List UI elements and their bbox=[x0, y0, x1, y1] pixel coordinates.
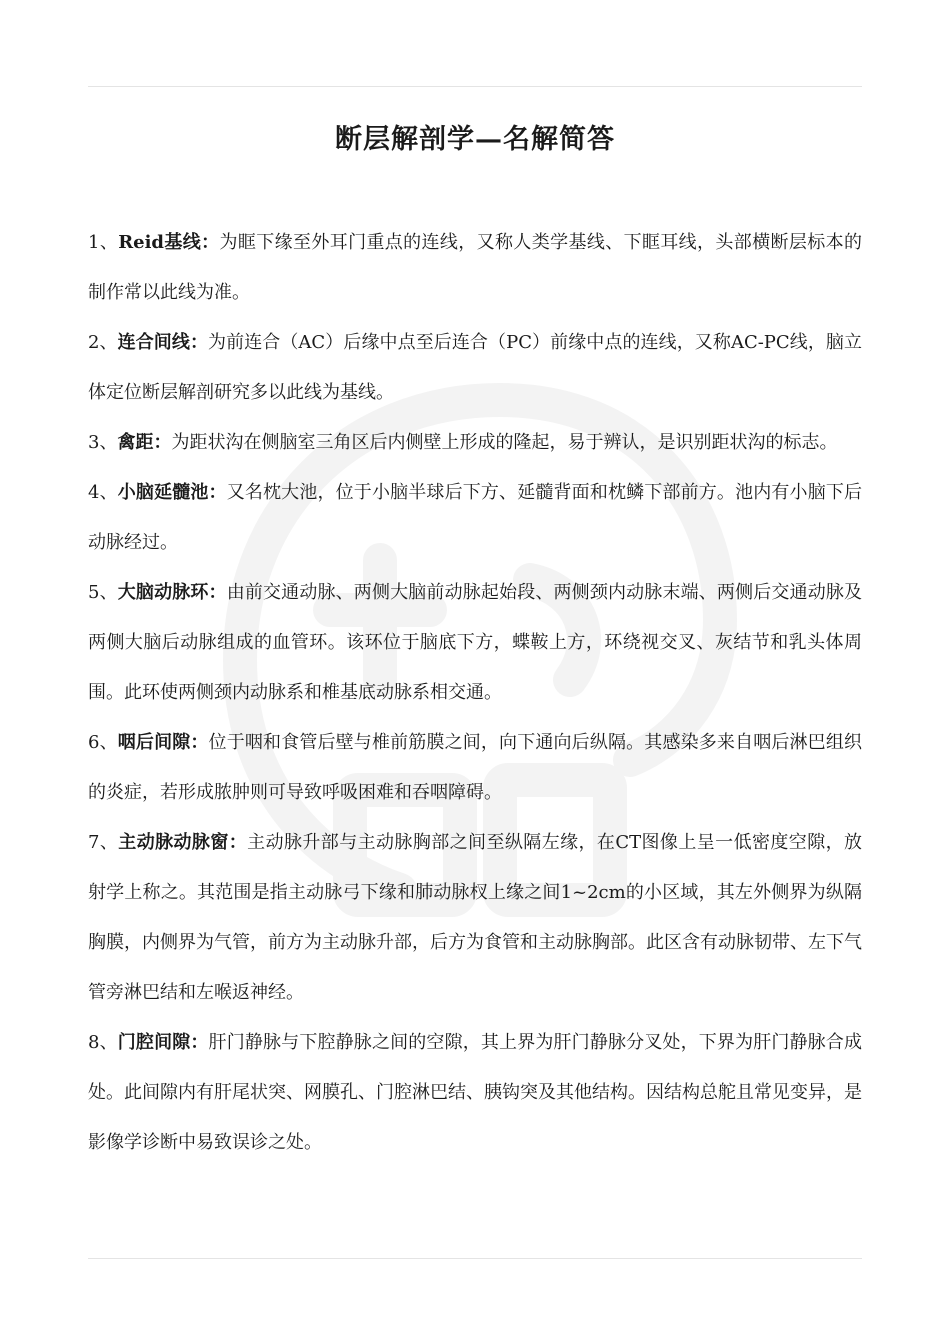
entry-number: 3、 bbox=[88, 432, 118, 453]
entry-number: 4、 bbox=[88, 482, 118, 503]
entry-definition: 由前交通动脉、两侧大脑前动脉起始段、两侧颈内动脉末端、两侧后交通动脉及两侧大脑后动脉组成的血管环。该环位于脑底下方，蝶鞍上方，环绕视交叉、灰结节和乳头体周围。此环使两侧颈内动脉系和椎基底动脉系相交通。 bbox=[88, 582, 862, 703]
entry-3 bbox=[88, 418, 862, 468]
entry-number: 1、 bbox=[88, 232, 119, 253]
entry-6 bbox=[88, 718, 862, 818]
entry-8 bbox=[88, 1018, 862, 1168]
entry-number: 5、 bbox=[88, 582, 118, 603]
entry-term: 小脑延髓池： bbox=[117, 482, 227, 503]
entry-term: 咽后间隙： bbox=[117, 732, 209, 753]
entry-definition: 又名枕大池，位于小脑半球后下方、延髓背面和枕鳞下部前方。池内有小脑下后动脉经过。 bbox=[88, 482, 862, 553]
entry-term: 主动脉动脉窗： bbox=[118, 832, 248, 853]
entry-5 bbox=[88, 568, 862, 718]
page-title: 断层解剖学—名解简答 bbox=[335, 124, 615, 155]
header-rule bbox=[88, 86, 862, 87]
entry-7 bbox=[88, 818, 862, 1018]
entry-term: 门腔间隙： bbox=[117, 1032, 209, 1053]
entry-definition: 肝门静脉与下腔静脉之间的空隙，其上界为肝门静脉分叉处，下界为肝门静脉合成处。此间隙内有肝尾状突、网膜孔、门腔淋巴结、胰钩突及其他结构。因结构总舵且常见变异，是影像学诊断中易致误诊之处。 bbox=[88, 1032, 862, 1153]
entry-term: 连合间线： bbox=[117, 332, 209, 353]
entry-definition: 主动脉升部与主动脉胸部之间至纵隔左缘，在CT图像上呈一低密度空隙，放射学上称之。其范围是指主动脉弓下缘和肺动脉杈上缘之间1~2cm的小区域，其左外侧界为纵隔胸膜，内侧界为气管，前方为主动脉升部，后方为食管和主动脉胸部。此区含有动脉韧带、左下气管旁淋巴结和左喉返神经。 bbox=[88, 832, 863, 1003]
entry-number: 8、 bbox=[88, 1032, 118, 1053]
footer-rule bbox=[88, 1258, 862, 1259]
entry-2 bbox=[88, 318, 862, 418]
entry-term: Reid基线： bbox=[118, 232, 220, 253]
entry-definition: 为眶下缘至外耳门重点的连线，又称人类学基线、下眶耳线，头部横断层标本的制作常以此线为准。 bbox=[88, 232, 862, 303]
entry-number: 7、 bbox=[88, 832, 119, 853]
entry-number: 6、 bbox=[88, 732, 118, 753]
entry-definition: 为前连合（AC）后缘中点至后连合（PC）前缘中点的连线，又称AC-PC线，脑立体定位断层解剖研究多以此线为基线。 bbox=[88, 332, 863, 403]
entry-4 bbox=[88, 468, 862, 568]
entry-definition: 为距状沟在侧脑室三角区后内侧壁上形成的隆起，易于辨认，是识别距状沟的标志。 bbox=[171, 432, 838, 453]
entry-term: 禽距： bbox=[117, 432, 172, 453]
entry-term: 大脑动脉环： bbox=[117, 582, 227, 603]
entry-definition: 位于咽和食管后壁与椎前筋膜之间，向下通向后纵隔。其感染多来自咽后淋巴组织的炎症，若形成脓肿则可导致呼吸困难和吞咽障碍。 bbox=[88, 732, 862, 803]
entry-number: 2、 bbox=[88, 332, 118, 353]
entry-list bbox=[88, 218, 862, 1168]
entry-1 bbox=[88, 218, 862, 318]
